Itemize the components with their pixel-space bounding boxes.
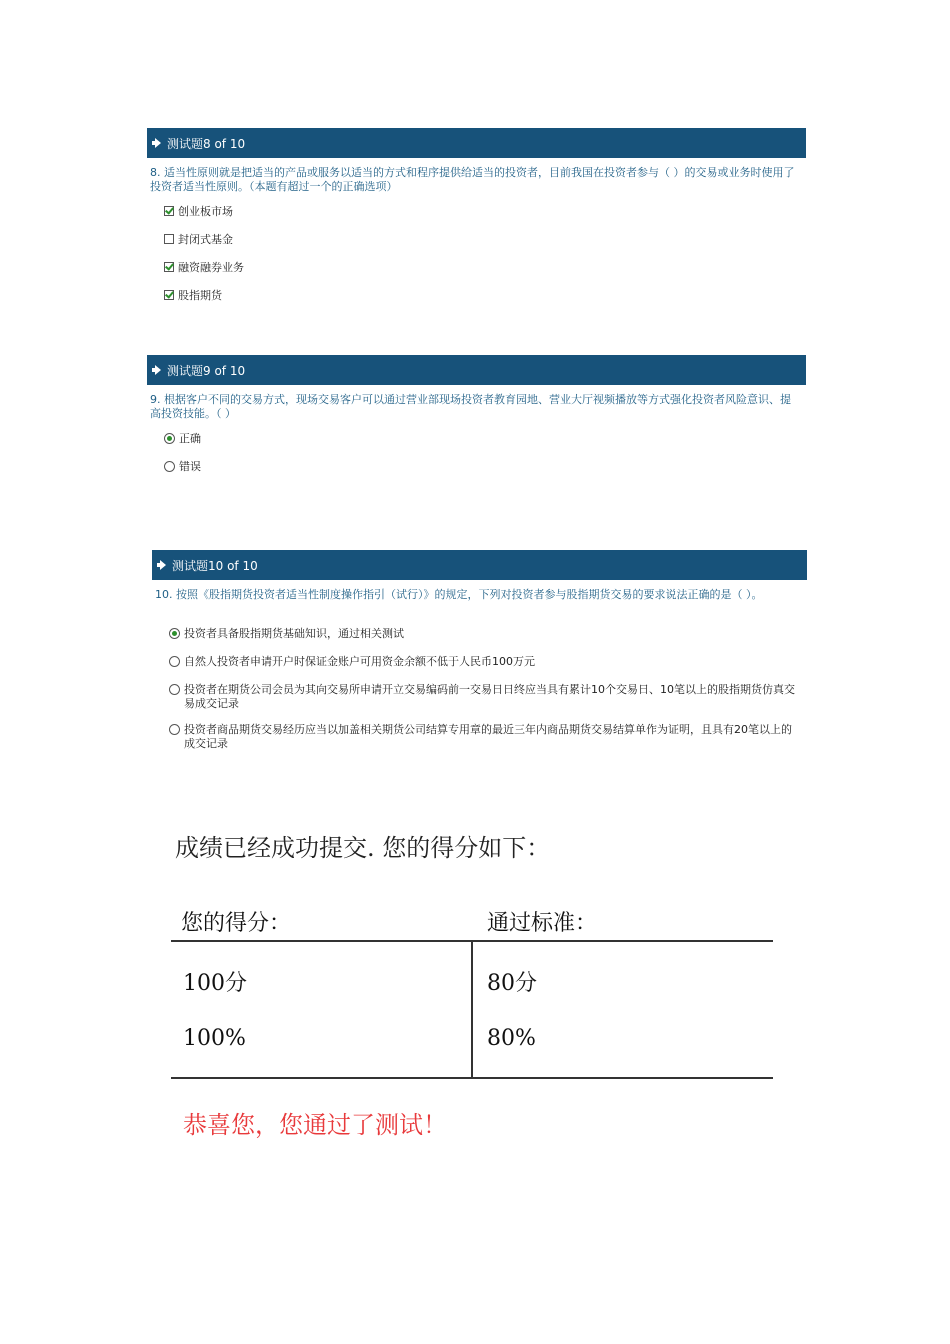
option-label: 投资者具备股指期货基础知识，通过相关测试 — [184, 627, 404, 640]
radio-selected-icon[interactable] — [164, 433, 175, 444]
arrow-right-icon — [155, 365, 161, 375]
radio-unselected-icon[interactable] — [164, 461, 175, 472]
option-label: 正确 — [179, 432, 201, 445]
question-header — [147, 355, 806, 385]
pass-percent: 80% — [487, 1026, 536, 1051]
checkbox-unchecked-icon[interactable] — [164, 234, 174, 244]
option-label: 投资者在期货公司会员为其向交易所申请开立交易编码前一交易日日终应当具有累计10个交易日、10笔以上的股指期货仿真交易成交记录 — [184, 683, 795, 710]
option-radio[interactable] — [164, 460, 201, 474]
checkbox-checked-icon[interactable] — [164, 262, 174, 272]
question-header — [147, 128, 806, 158]
pass-points: 80分 — [487, 971, 537, 996]
option-radio[interactable] — [169, 723, 799, 751]
radio-selected-icon[interactable] — [169, 628, 180, 639]
option-label: 错误 — [179, 460, 201, 473]
option-label: 投资者商品期货交易经历应当以加盖相关期货公司结算专用章的最近三年内商品期货交易结算单作为证明，且具有20笔以上的成交记录 — [184, 723, 792, 750]
table-divider-bottom — [171, 1077, 773, 1079]
option-radio[interactable] — [169, 683, 799, 711]
congrats-message: 恭喜您，您通过了测试！ — [183, 1111, 447, 1139]
score-points: 100分 — [183, 971, 247, 996]
question-text: 9. 根据客户不同的交易方式，现场交易客户可以通过营业部现场投资者教育园地、营业大厅视频播放等方式强化投资者风险意识、提高投资技能。（ ） — [150, 393, 791, 420]
question-text: 10. 按照《股指期货投资者适当性制度操作指引（试行）》的规定，下列对投资者参与股指期货交易的要求说法正确的是（ ）。 — [155, 588, 763, 601]
question-9 — [147, 355, 806, 421]
question-8 — [147, 128, 806, 194]
question-10 — [152, 550, 807, 602]
radio-unselected-icon[interactable] — [169, 684, 180, 695]
question-text: 8. 适当性原则就是把适当的产品或服务以适当的方式和程序提供给适当的投资者，目前我国在投资者参与（ ）的交易或业务时使用了投资者适当性原则。（本题有超过一个的正确选项） — [150, 166, 795, 193]
option-label: 封闭式基金 — [178, 233, 233, 246]
checkbox-checked-icon[interactable] — [164, 206, 174, 216]
option-label: 创业板市场 — [178, 205, 233, 218]
question-header-label: 测试题8 of 10 — [167, 136, 246, 151]
option-label: 融资融券业务 — [178, 261, 244, 274]
result-title: 成绩已经成功提交. 您的得分如下： — [175, 834, 551, 862]
option-radio[interactable] — [169, 655, 799, 669]
option-checkbox[interactable] — [164, 233, 233, 247]
pass-label: 通过标准： — [487, 911, 598, 936]
option-checkbox[interactable] — [164, 261, 244, 275]
question-header-label: 测试题9 of 10 — [167, 363, 246, 378]
question-header — [152, 550, 807, 580]
question-header-label: 测试题10 of 10 — [172, 558, 258, 573]
score-table — [171, 898, 773, 1079]
checkbox-checked-icon[interactable] — [164, 290, 174, 300]
option-radio[interactable] — [169, 627, 799, 641]
option-radio[interactable] — [164, 432, 201, 446]
table-divider-vertical — [471, 941, 473, 1077]
radio-unselected-icon[interactable] — [169, 656, 180, 667]
option-label: 股指期货 — [178, 289, 222, 302]
arrow-right-icon — [155, 138, 161, 148]
radio-unselected-icon[interactable] — [169, 724, 180, 735]
score-label: 您的得分： — [181, 911, 292, 936]
arrow-right-icon — [160, 560, 166, 570]
option-checkbox[interactable] — [164, 289, 222, 303]
option-label: 自然人投资者申请开户时保证金账户可用资金余额不低于人民币100万元 — [184, 655, 535, 668]
score-percent: 100% — [183, 1026, 246, 1051]
option-checkbox[interactable] — [164, 205, 233, 219]
